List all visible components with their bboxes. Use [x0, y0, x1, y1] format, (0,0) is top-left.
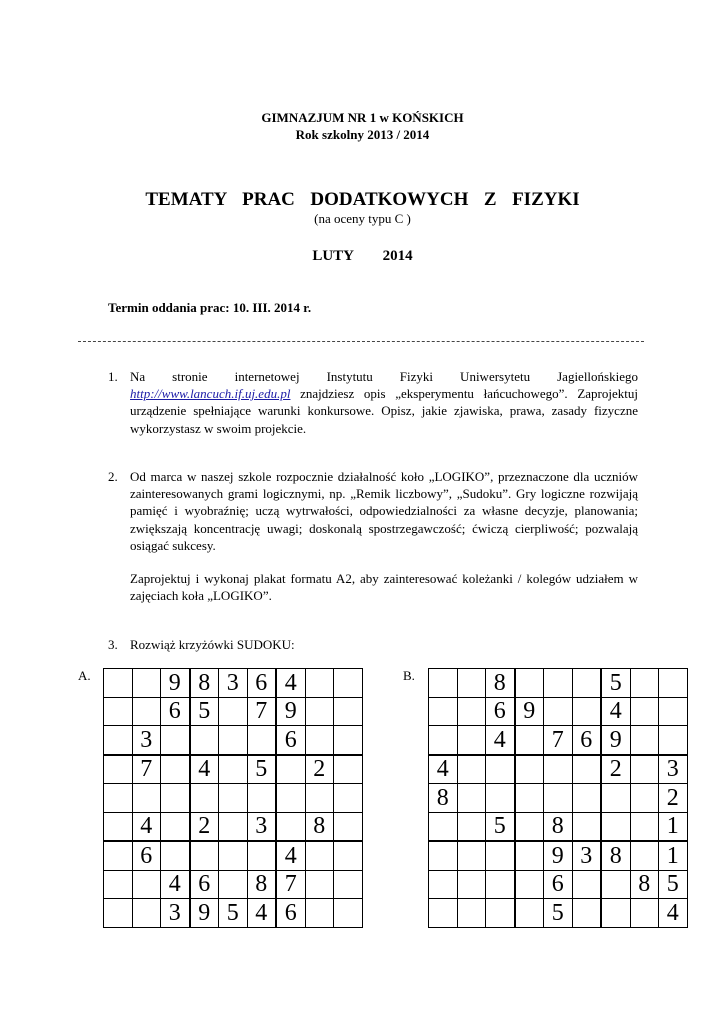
sudoku-cell[interactable] — [132, 899, 161, 928]
sudoku-cell[interactable]: 9 — [276, 697, 305, 726]
sudoku-cell[interactable] — [601, 812, 630, 841]
sudoku-cell[interactable] — [334, 755, 363, 784]
sudoku-cell[interactable]: 2 — [305, 755, 334, 784]
sudoku-cell[interactable] — [457, 784, 486, 813]
task-1-lead: Na stronie internetowej Instytutu Fizyki Uniwersytetu Jagiellońskiego — [130, 369, 638, 384]
sudoku-cell[interactable]: 7 — [276, 870, 305, 899]
sudoku-cell[interactable] — [572, 870, 601, 899]
sudoku-cell[interactable] — [276, 755, 305, 784]
sudoku-row — [429, 812, 688, 841]
sudoku-cell[interactable]: 5 — [601, 669, 630, 698]
sudoku-cell[interactable] — [132, 784, 161, 813]
sudoku-cell[interactable] — [429, 841, 458, 870]
sudoku-cell[interactable]: 8 — [190, 669, 219, 698]
sudoku-cell[interactable]: 6 — [486, 697, 515, 726]
sudoku-cell[interactable] — [104, 697, 133, 726]
sudoku-cell[interactable]: 8 — [544, 812, 573, 841]
sudoku-cell[interactable] — [247, 784, 276, 813]
sudoku-cell[interactable]: 5 — [659, 870, 688, 899]
sudoku-cell[interactable] — [104, 870, 133, 899]
sudoku-cell[interactable] — [247, 726, 276, 755]
sudoku-cell[interactable]: 8 — [429, 784, 458, 813]
sudoku-row — [429, 784, 688, 813]
sudoku-row — [104, 899, 363, 928]
sudoku-cell[interactable] — [104, 841, 133, 870]
sudoku-cell[interactable] — [630, 812, 659, 841]
sudoku-cell[interactable]: 2 — [190, 812, 219, 841]
sudoku-cell[interactable]: 4 — [659, 899, 688, 928]
sudoku-cell[interactable] — [515, 784, 544, 813]
sudoku-cell[interactable] — [190, 784, 219, 813]
sudoku-cell[interactable] — [104, 669, 133, 698]
sudoku-cell[interactable] — [429, 899, 458, 928]
sudoku-cell[interactable]: 4 — [161, 870, 190, 899]
sudoku-cell[interactable] — [429, 812, 458, 841]
school-year: Rok szkolny 2013 / 2014 — [295, 127, 430, 142]
sudoku-cell[interactable] — [572, 899, 601, 928]
sudoku-cell[interactable]: 8 — [247, 870, 276, 899]
sudoku-cell[interactable] — [572, 812, 601, 841]
sudoku-cell[interactable]: 9 — [161, 669, 190, 698]
month-heading: LUTY 2014 — [312, 248, 413, 264]
sudoku-cell[interactable] — [305, 669, 334, 698]
sudoku-cell[interactable] — [486, 899, 515, 928]
sudoku-cell[interactable] — [544, 669, 573, 698]
sudoku-cell[interactable] — [161, 755, 190, 784]
sudoku-cell[interactable]: 6 — [161, 697, 190, 726]
sudoku-cell[interactable]: 6 — [132, 841, 161, 870]
sudoku-cell[interactable] — [630, 669, 659, 698]
sudoku-a-label: A. — [78, 668, 91, 683]
sudoku-row — [104, 784, 363, 813]
sudoku-cell[interactable] — [601, 899, 630, 928]
sudoku-cell[interactable] — [515, 899, 544, 928]
sudoku-row — [429, 755, 688, 784]
sudoku-grid-a — [103, 668, 363, 928]
sudoku-cell[interactable] — [457, 870, 486, 899]
sudoku-cell[interactable] — [161, 784, 190, 813]
sudoku-cell[interactable]: 4 — [601, 697, 630, 726]
sudoku-cell[interactable] — [161, 726, 190, 755]
sudoku-cell[interactable] — [219, 812, 248, 841]
sudoku-cell[interactable] — [515, 812, 544, 841]
sudoku-cell[interactable] — [429, 669, 458, 698]
sudoku-cell[interactable]: 9 — [544, 841, 573, 870]
sudoku-cell[interactable] — [305, 726, 334, 755]
sudoku-cell[interactable] — [515, 841, 544, 870]
sudoku-cell[interactable]: 1 — [659, 812, 688, 841]
sudoku-cell[interactable]: 6 — [276, 899, 305, 928]
sudoku-cell[interactable]: 6 — [276, 726, 305, 755]
sudoku-cell[interactable]: 4 — [486, 726, 515, 755]
sudoku-cell[interactable] — [659, 697, 688, 726]
sudoku-cell[interactable]: 7 — [132, 755, 161, 784]
sudoku-cell[interactable] — [457, 812, 486, 841]
sudoku-cell[interactable] — [457, 697, 486, 726]
sudoku-cell[interactable] — [334, 870, 363, 899]
deadline-text: Termin oddania prac: 10. III. 2014 r. — [108, 300, 312, 315]
task-1-link[interactable]: http://www.lancuch.if.uj.edu.pl — [130, 386, 291, 402]
sudoku-cell[interactable]: 5 — [486, 812, 515, 841]
sudoku-cell[interactable] — [334, 841, 363, 870]
sudoku-row — [104, 870, 363, 899]
sudoku-cell[interactable]: 4 — [132, 812, 161, 841]
sudoku-row — [429, 726, 688, 755]
sudoku-row — [104, 812, 363, 841]
sudoku-row — [104, 841, 363, 870]
sudoku-row — [429, 870, 688, 899]
task-number: 3. — [108, 637, 118, 652]
sudoku-cell[interactable] — [104, 899, 133, 928]
sudoku-cell[interactable] — [276, 812, 305, 841]
sudoku-cell[interactable] — [601, 784, 630, 813]
sudoku-cell[interactable]: 3 — [161, 899, 190, 928]
sudoku-row — [429, 697, 688, 726]
sudoku-cell[interactable]: 4 — [190, 755, 219, 784]
sudoku-cell[interactable] — [429, 870, 458, 899]
school-name: GIMNAZJUM NR 1 w KOŃSKICH — [261, 110, 464, 125]
sudoku-cell[interactable]: 7 — [544, 726, 573, 755]
sudoku-cell[interactable] — [190, 726, 219, 755]
sudoku-cell[interactable] — [515, 870, 544, 899]
sudoku-row — [104, 726, 363, 755]
sudoku-cell[interactable]: 5 — [544, 899, 573, 928]
sudoku-cell[interactable] — [334, 697, 363, 726]
sudoku-cell[interactable]: 4 — [429, 755, 458, 784]
sudoku-cell[interactable] — [305, 899, 334, 928]
sudoku-cell[interactable] — [104, 755, 133, 784]
sudoku-cell[interactable] — [572, 755, 601, 784]
sudoku-row — [429, 841, 688, 870]
sudoku-cell[interactable]: 4 — [276, 669, 305, 698]
sudoku-cell[interactable] — [219, 755, 248, 784]
sudoku-cell[interactable] — [630, 697, 659, 726]
sudoku-cell[interactable]: 2 — [601, 755, 630, 784]
sudoku-cell[interactable]: 8 — [630, 870, 659, 899]
sudoku-cell[interactable] — [572, 669, 601, 698]
sudoku-cell[interactable]: 3 — [132, 726, 161, 755]
sudoku-cell[interactable] — [305, 697, 334, 726]
sudoku-cell[interactable] — [190, 841, 219, 870]
sudoku-cell[interactable] — [132, 669, 161, 698]
sudoku-cell[interactable] — [305, 841, 334, 870]
sudoku-cell[interactable]: 9 — [515, 697, 544, 726]
sudoku-cell[interactable]: 5 — [219, 899, 248, 928]
sudoku-cell[interactable]: 4 — [276, 841, 305, 870]
sudoku-cell[interactable]: 6 — [190, 870, 219, 899]
sudoku-row — [429, 669, 688, 698]
sudoku-cell[interactable] — [544, 755, 573, 784]
sudoku-cell[interactable] — [486, 841, 515, 870]
sudoku-cell[interactable]: 2 — [659, 784, 688, 813]
sudoku-cell[interactable] — [161, 841, 190, 870]
page-subtitle: (na oceny typu C ) — [314, 211, 411, 226]
sudoku-cell[interactable] — [515, 755, 544, 784]
sudoku-cell[interactable]: 8 — [601, 841, 630, 870]
sudoku-cell[interactable] — [104, 726, 133, 755]
sudoku-cell[interactable] — [305, 784, 334, 813]
sudoku-cell[interactable] — [429, 726, 458, 755]
sudoku-cell[interactable] — [219, 726, 248, 755]
task-number: 2. — [108, 469, 118, 484]
sudoku-cell[interactable] — [334, 812, 363, 841]
task-2-text: Od marca w naszej szkole rozpocznie działalność koło „LOGIKO”, przeznaczone dla uczniów zainteresowanych grami logicznymi, np. „Remik liczbowy”, „Sudoku”. Gry logiczne rozwijają pamięć i wyobraźnię; uczą wytrwałości, odpowiedzialności za własne decyzje, planowania; zwiększają koncentrację uwagi; doskonalą spostrzegawczość; ćwiczą cierpliwość; pozwalają osiągać sukcesy. — [130, 469, 638, 553]
page-title: TEMATY PRAC DODATKOWYCH Z FIZYKI — [145, 189, 580, 210]
sudoku-cell[interactable]: 6 — [247, 669, 276, 698]
sudoku-cell[interactable]: 8 — [486, 669, 515, 698]
sudoku-cell[interactable]: 7 — [247, 697, 276, 726]
sudoku-cell[interactable] — [457, 755, 486, 784]
sudoku-cell[interactable] — [544, 697, 573, 726]
task-3-text: Rozwiąż krzyżówki SUDOKU: — [130, 637, 295, 652]
sudoku-cell[interactable]: 6 — [572, 726, 601, 755]
task-1-text — [130, 368, 638, 437]
sudoku-cell[interactable] — [219, 784, 248, 813]
sudoku-cell[interactable] — [630, 899, 659, 928]
sudoku-cell[interactable]: 4 — [247, 899, 276, 928]
sudoku-cell[interactable] — [457, 669, 486, 698]
sudoku-cell[interactable] — [515, 669, 544, 698]
sudoku-cell[interactable] — [132, 870, 161, 899]
sudoku-cell[interactable] — [334, 784, 363, 813]
sudoku-cell[interactable]: 3 — [572, 841, 601, 870]
sudoku-row — [104, 697, 363, 726]
sudoku-row — [104, 669, 363, 698]
sudoku-cell[interactable] — [334, 726, 363, 755]
sudoku-cell[interactable] — [334, 669, 363, 698]
sudoku-cell[interactable]: 5 — [190, 697, 219, 726]
sudoku-cell[interactable]: 9 — [190, 899, 219, 928]
sudoku-cell[interactable] — [544, 784, 573, 813]
sudoku-cell[interactable] — [457, 841, 486, 870]
sudoku-row — [429, 899, 688, 928]
task-2-text2: Zaprojektuj i wykonaj plakat formatu A2, aby zainteresować koleżanki / kolegów udziałem w zajęciach koła „LOGIKO”. — [130, 571, 638, 604]
sudoku-cell[interactable] — [630, 755, 659, 784]
sudoku-cell[interactable] — [572, 697, 601, 726]
sudoku-cell[interactable] — [630, 784, 659, 813]
sudoku-cell[interactable] — [429, 697, 458, 726]
sudoku-cell[interactable]: 5 — [247, 755, 276, 784]
sudoku-cell[interactable] — [486, 870, 515, 899]
sudoku-cell[interactable] — [247, 841, 276, 870]
sudoku-cell[interactable] — [659, 726, 688, 755]
task-number: 1. — [108, 369, 118, 384]
sudoku-row — [104, 755, 363, 784]
sudoku-cell[interactable] — [515, 726, 544, 755]
sudoku-cell[interactable]: 6 — [544, 870, 573, 899]
sudoku-cell[interactable]: 3 — [219, 669, 248, 698]
sudoku-cell[interactable] — [161, 812, 190, 841]
sudoku-cell[interactable] — [305, 870, 334, 899]
sudoku-cell[interactable] — [630, 726, 659, 755]
sudoku-cell[interactable] — [486, 755, 515, 784]
task-1-after-link: znajdziesz opis „eksperymentu łańcuchowego”. Zaprojektuj urządzenie spełniające warunki konkursowe. Opisz, jakie zjawiska, prawa, zasady fizyczne wykorzystasz w swoim projekcie. — [130, 386, 638, 436]
sudoku-cell[interactable] — [219, 841, 248, 870]
sudoku-cell[interactable] — [276, 784, 305, 813]
sudoku-cell[interactable] — [486, 784, 515, 813]
sudoku-cell[interactable] — [334, 899, 363, 928]
sudoku-cell[interactable] — [457, 899, 486, 928]
sudoku-cell[interactable] — [219, 870, 248, 899]
sudoku-cell[interactable]: 1 — [659, 841, 688, 870]
sudoku-cell[interactable]: 3 — [247, 812, 276, 841]
sudoku-cell[interactable]: 9 — [601, 726, 630, 755]
sudoku-cell[interactable] — [572, 784, 601, 813]
divider — [78, 341, 644, 342]
sudoku-cell[interactable]: 3 — [659, 755, 688, 784]
sudoku-cell[interactable] — [104, 812, 133, 841]
sudoku-grid-b — [428, 668, 688, 928]
sudoku-cell[interactable] — [219, 697, 248, 726]
sudoku-cell[interactable] — [659, 669, 688, 698]
sudoku-cell[interactable] — [630, 841, 659, 870]
sudoku-cell[interactable] — [132, 697, 161, 726]
sudoku-cell[interactable] — [457, 726, 486, 755]
sudoku-cell[interactable] — [601, 870, 630, 899]
sudoku-cell[interactable]: 8 — [305, 812, 334, 841]
sudoku-cell[interactable] — [104, 784, 133, 813]
sudoku-b-label: B. — [403, 668, 415, 683]
